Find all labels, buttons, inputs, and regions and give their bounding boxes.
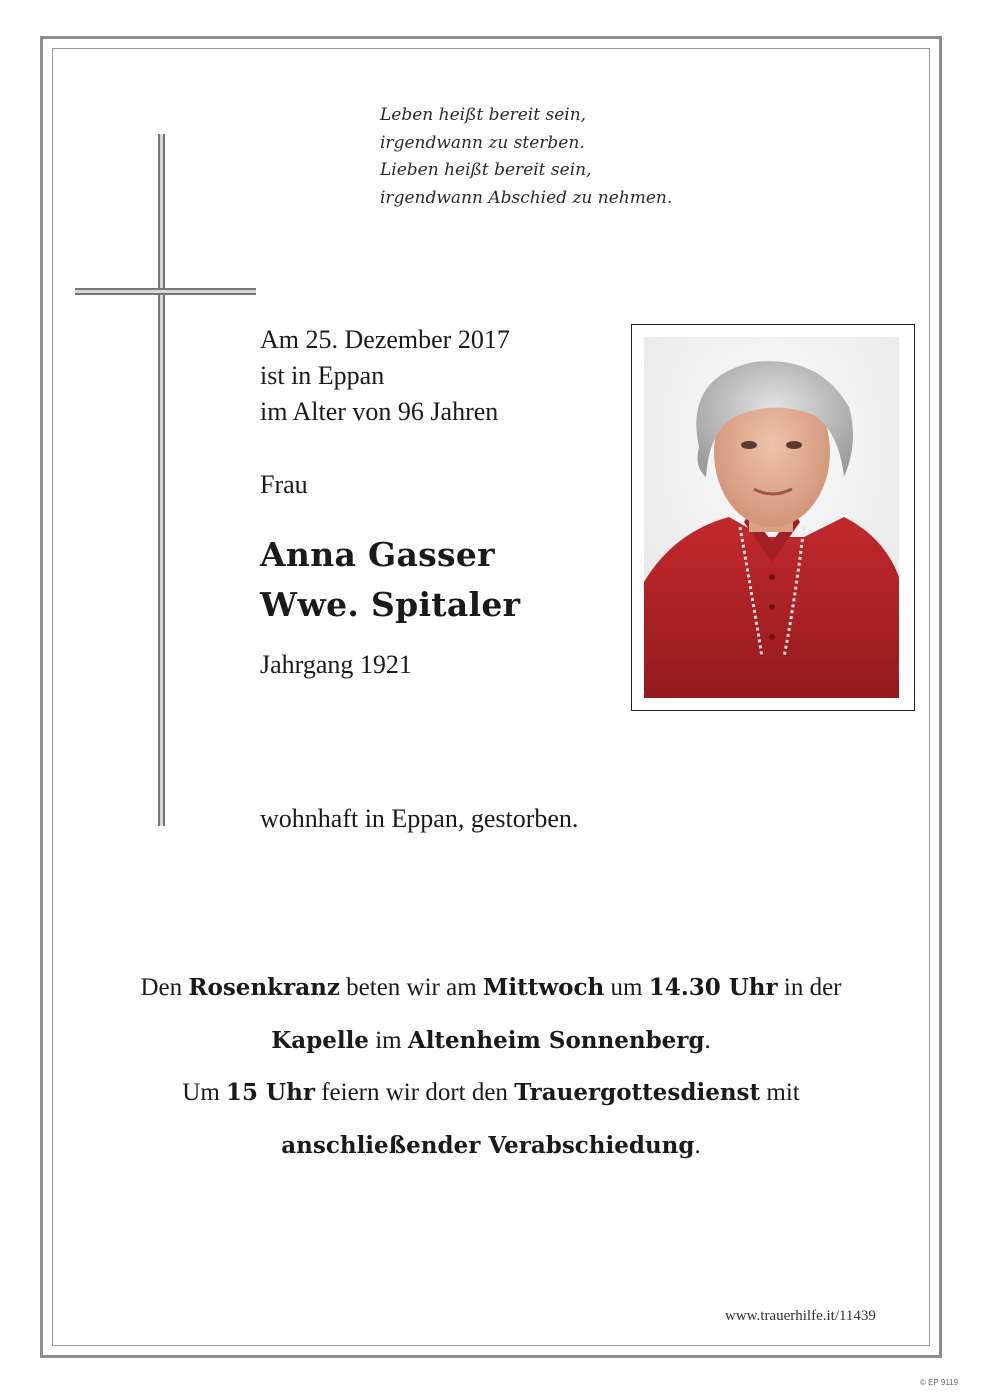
poem-line: Lieben heißt bereit sein, [380,160,592,180]
chapel-label: Kapelle [271,1026,369,1054]
portrait-illustration [644,337,899,698]
poem-line: irgendwann Abschied zu nehmen. [380,187,673,208]
poem-line: irgendwann zu sterben. [380,132,585,153]
service-line-3 [60,1067,922,1120]
service-text: beten wir am [339,974,483,1001]
married-name-line: Wwe. Spitaler [260,585,521,624]
service-line-4 [60,1120,922,1173]
deceased-name [260,530,520,630]
service-text: Den [140,974,189,1001]
farewell-label: anschließender Verabschiedung [281,1131,695,1159]
service-announcement [60,962,922,1172]
cross-horizontal-bar [75,288,256,295]
website-link[interactable]: www.trauerhilfe.it/11439 [725,1308,876,1324]
service-text: feiern wir dort den [314,1079,515,1106]
honorific: Frau [260,470,308,499]
service-text: Um [182,1079,227,1106]
location-name: Altenheim Sonnenberg [407,1026,705,1054]
funeral-service-label: Trauergottesdienst [514,1079,761,1106]
service-line-2 [60,1015,922,1068]
death-place: ist in Eppan [260,361,385,390]
weekday: Mittwoch [482,974,605,1001]
death-age: im Alter von 96 Jahren [260,397,499,426]
service-line-1 [60,962,922,1015]
cross-vertical-bar [158,134,165,826]
service-text: mit [760,1079,800,1106]
rosary-time: 14.30 Uhr [648,974,778,1001]
service-text: um [604,974,649,1001]
poem-line: Leben heißt bereit sein, [380,105,587,125]
service-text: in der [777,974,842,1001]
service-text: . [694,1131,701,1159]
service-text: . [704,1026,711,1054]
service-text: im [368,1026,408,1054]
birth-year: Jahrgang 1921 [260,650,412,679]
death-announcement [260,322,510,430]
name-line: Anna Gasser [260,535,495,574]
death-date: Am 25. Dezember 2017 [260,325,510,354]
poem [380,102,820,212]
rosary-label: Rosenkranz [188,974,340,1001]
portrait-photo [644,337,899,698]
residence-line: wohnhaft in Eppan, gestorben. [260,804,579,833]
print-code: © EP 9119 [920,1378,959,1387]
mass-time: 15 Uhr [226,1079,315,1106]
